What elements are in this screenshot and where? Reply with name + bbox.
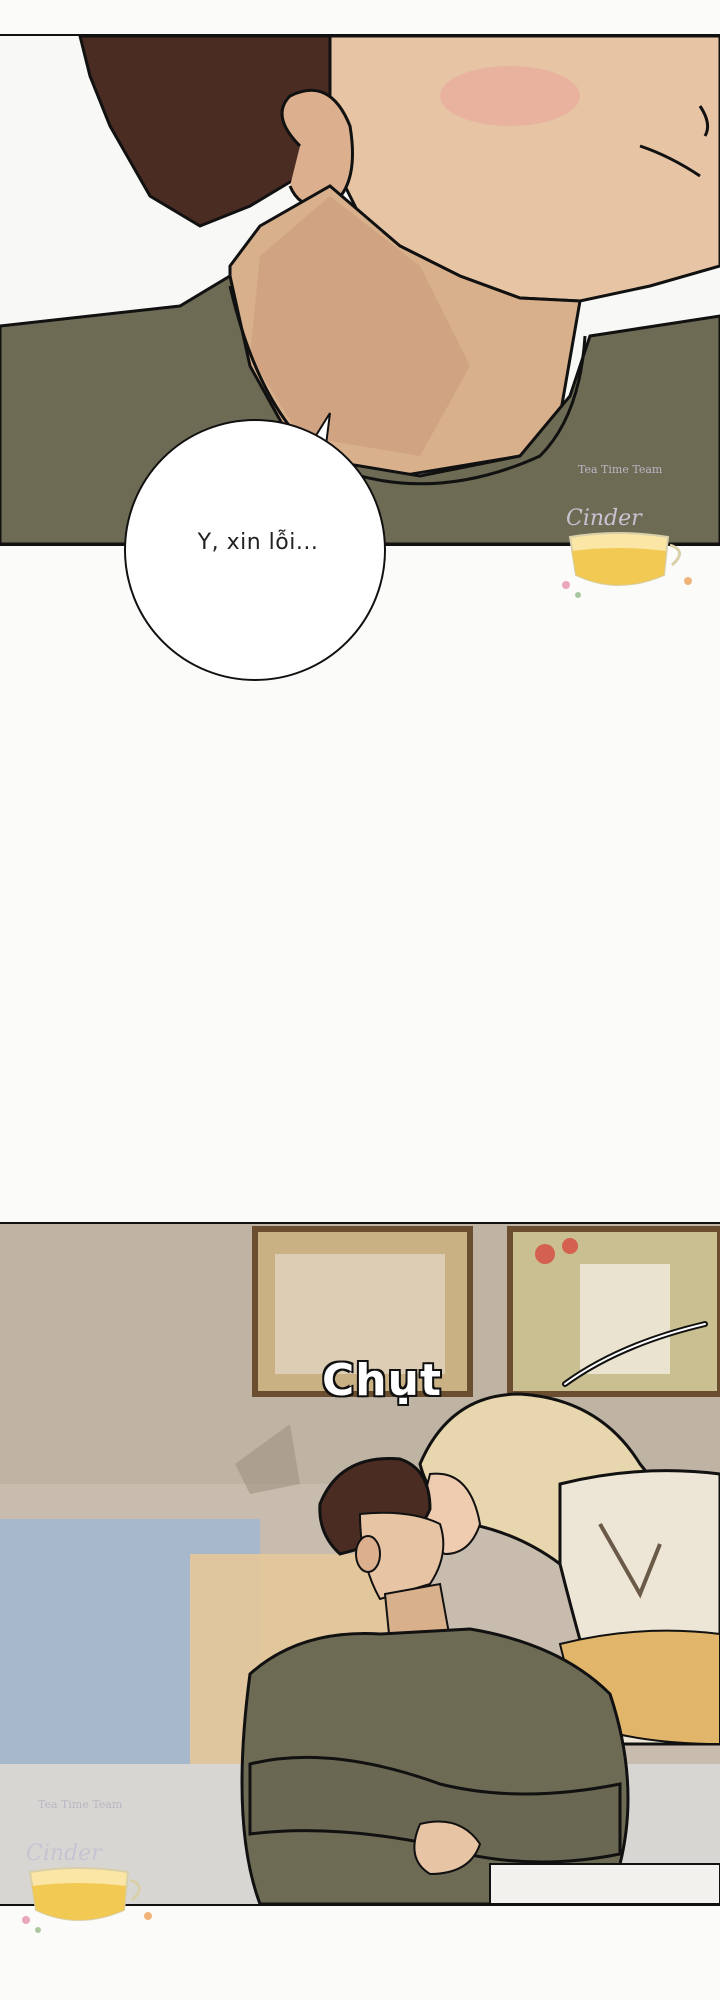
watermark-logo — [8, 1790, 168, 1950]
watermark-team-text: Tea Time Team — [38, 1798, 123, 1811]
watermark-team-text: Tea Time Team — [578, 463, 663, 476]
blush — [440, 66, 580, 126]
table — [490, 1864, 720, 1904]
watermark-script-text: Cinder — [26, 1841, 102, 1866]
watermark-logo — [548, 455, 708, 615]
sound-effect-text: Chụt — [322, 1355, 442, 1406]
watermark-script-text: Cinder — [566, 506, 642, 531]
speech-bubble-text: Y, xin lỗi... — [197, 530, 319, 555]
